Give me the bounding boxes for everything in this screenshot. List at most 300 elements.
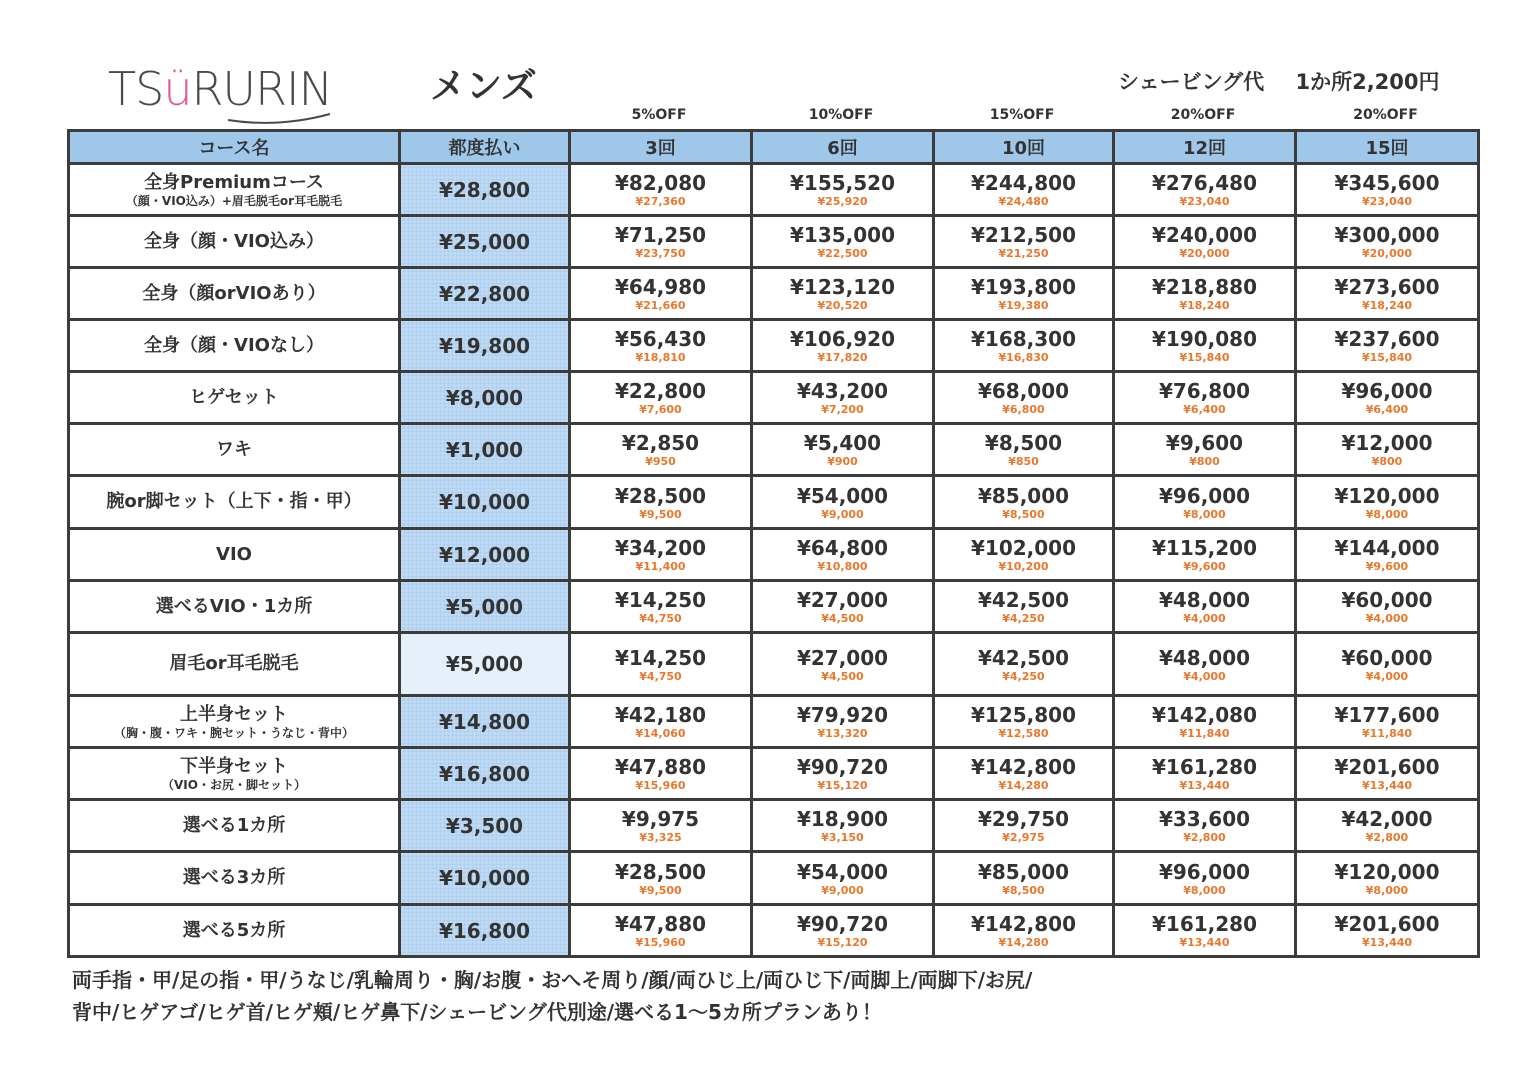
plan-per-visit-price: ¥23,040 xyxy=(1179,195,1230,208)
plan-price-cell xyxy=(752,852,934,905)
course-name-cell xyxy=(69,372,400,424)
plan-total-price: ¥14,250 xyxy=(614,588,707,612)
plan-price-cell xyxy=(1296,164,1479,216)
plan-total-price: ¥5,400 xyxy=(803,431,882,455)
plan-per-visit-price: ¥11,400 xyxy=(635,560,686,573)
plan-price-cell xyxy=(1114,748,1296,800)
plan-price-cell xyxy=(752,320,934,372)
table-row xyxy=(69,633,1479,696)
plan-total-price: ¥42,500 xyxy=(977,588,1070,612)
plan-per-visit-price: ¥7,200 xyxy=(821,403,864,416)
plan-total-price: ¥60,000 xyxy=(1341,588,1433,612)
col-course-name: コース名 xyxy=(69,131,400,164)
plan-price-cell xyxy=(934,800,1114,852)
plan-total-price: ¥76,800 xyxy=(1158,379,1251,403)
col-6-times: 6回 xyxy=(752,131,934,164)
plan-total-price: ¥8,500 xyxy=(984,431,1063,455)
plan-price-cell xyxy=(570,372,752,424)
plan-total-price: ¥34,200 xyxy=(614,536,707,560)
table-row xyxy=(69,476,1479,529)
plan-total-price: ¥90,720 xyxy=(796,755,889,779)
table-row xyxy=(69,852,1479,905)
col-15-times: 15回 xyxy=(1296,131,1479,164)
plan-price-cell xyxy=(570,268,752,320)
course-name-cell xyxy=(69,320,400,372)
page-title: メンズ xyxy=(430,66,537,107)
plan-per-visit-price: ¥4,750 xyxy=(639,612,682,625)
plan-per-visit-price: ¥14,060 xyxy=(635,727,686,740)
plan-total-price: ¥190,080 xyxy=(1151,327,1257,351)
plan-per-visit-price: ¥8,500 xyxy=(1002,507,1045,521)
per-visit-price: ¥12,000 xyxy=(400,529,570,581)
plan-total-price: ¥90,720 xyxy=(796,912,889,936)
plan-per-visit-price: ¥9,600 xyxy=(1365,560,1409,573)
plan-price-cell xyxy=(570,905,752,957)
logo-text: TSüRURIN xyxy=(108,62,333,116)
table-row xyxy=(69,529,1479,581)
plan-total-price: ¥14,250 xyxy=(614,645,707,670)
plan-total-price: ¥68,000 xyxy=(977,379,1070,403)
plan-total-price: ¥142,080 xyxy=(1151,703,1257,727)
plan-per-visit-price: ¥4,750 xyxy=(639,669,682,683)
course-name: 下半身セット xyxy=(180,755,288,777)
plan-price-cell xyxy=(752,696,934,748)
plan-price-cell xyxy=(752,424,934,476)
shaving-price: 1か所2,200円 xyxy=(1295,70,1440,94)
plan-price-cell xyxy=(752,633,934,696)
plan-per-visit-price: ¥8,000 xyxy=(1365,883,1409,897)
plan-per-visit-price: ¥16,830 xyxy=(998,351,1049,364)
plan-price-cell xyxy=(934,424,1114,476)
plan-per-visit-price: ¥11,840 xyxy=(1361,727,1413,740)
plan-total-price: ¥193,800 xyxy=(970,275,1076,299)
per-visit-price: ¥28,800 xyxy=(400,164,570,216)
plan-price-cell xyxy=(752,905,934,957)
course-name-cell xyxy=(69,581,400,633)
plan-price-cell xyxy=(570,164,752,216)
course-name: 全身（顔orVIOあり） xyxy=(142,282,326,304)
plan-price-cell xyxy=(1114,164,1296,216)
col-3-times: 3回 xyxy=(570,131,752,164)
plan-total-price: ¥54,000 xyxy=(796,859,889,884)
plan-total-price: ¥47,880 xyxy=(614,912,707,936)
plan-per-visit-price: ¥17,820 xyxy=(817,351,868,364)
plan-total-price: ¥9,600 xyxy=(1165,431,1244,455)
table-row xyxy=(69,372,1479,424)
plan-total-price: ¥276,480 xyxy=(1151,171,1257,195)
plan-price-cell xyxy=(1296,424,1479,476)
plan-total-price: ¥102,000 xyxy=(970,536,1076,560)
plan-price-cell xyxy=(1296,852,1479,905)
plan-per-visit-price: ¥8,000 xyxy=(1365,507,1409,521)
plan-price-cell xyxy=(752,476,934,529)
plan-per-visit-price: ¥800 xyxy=(1371,455,1403,468)
plan-per-visit-price: ¥10,800 xyxy=(817,560,868,573)
plan-per-visit-price: ¥850 xyxy=(1008,455,1039,468)
plan-price-cell xyxy=(1114,905,1296,957)
plan-per-visit-price: ¥9,500 xyxy=(639,883,682,897)
plan-per-visit-price: ¥4,500 xyxy=(821,669,864,683)
plan-per-visit-price: ¥18,240 xyxy=(1179,299,1230,312)
plan-per-visit-price: ¥950 xyxy=(645,455,676,468)
course-name-cell xyxy=(69,529,400,581)
plan-total-price: ¥96,000 xyxy=(1158,859,1251,884)
plan-per-visit-price: ¥13,440 xyxy=(1361,779,1413,792)
plan-price-cell xyxy=(934,748,1114,800)
plan-per-visit-price: ¥4,000 xyxy=(1365,612,1409,625)
footer-line-1: 両手指・甲/足の指・甲/うなじ/乳輪周り・胸/お腹・おへそ周り/顔/両ひじ上/両ひじ下/両脚上/両脚下/お尻/ xyxy=(72,968,1033,992)
plan-price-cell xyxy=(1296,268,1479,320)
plan-price-cell xyxy=(1296,800,1479,852)
plan-per-visit-price: ¥20,520 xyxy=(817,299,868,312)
plan-total-price: ¥212,500 xyxy=(970,223,1076,247)
table-row xyxy=(69,164,1479,216)
plan-per-visit-price: ¥4,000 xyxy=(1183,669,1226,683)
plan-per-visit-price: ¥25,920 xyxy=(817,195,868,208)
plan-per-visit-price: ¥14,280 xyxy=(998,779,1049,792)
plan-per-visit-price: ¥3,325 xyxy=(639,831,682,844)
plan-price-cell xyxy=(752,216,934,268)
course-name: 眉毛or耳毛脱毛 xyxy=(169,653,299,674)
plan-price-cell xyxy=(570,581,752,633)
per-visit-price: ¥19,800 xyxy=(400,320,570,372)
plan-price-cell xyxy=(570,424,752,476)
plan-total-price: ¥85,000 xyxy=(977,483,1070,508)
plan-per-visit-price: ¥2,800 xyxy=(1183,831,1226,844)
plan-price-cell xyxy=(1296,748,1479,800)
plan-price-cell xyxy=(1114,476,1296,529)
course-name: 選べる3カ所 xyxy=(182,867,286,888)
plan-total-price: ¥144,000 xyxy=(1334,536,1440,560)
plan-per-visit-price: ¥2,800 xyxy=(1365,831,1409,844)
plan-price-cell xyxy=(934,268,1114,320)
course-name-cell xyxy=(69,268,400,320)
plan-total-price: ¥135,000 xyxy=(789,223,895,247)
plan-total-price: ¥115,200 xyxy=(1151,536,1257,560)
plan-total-price: ¥56,430 xyxy=(614,327,707,351)
plan-price-cell xyxy=(752,581,934,633)
per-visit-price: ¥5,000 xyxy=(400,581,570,633)
discount-10: 15%OFF xyxy=(989,107,1055,123)
plan-price-cell xyxy=(570,852,752,905)
plan-total-price: ¥120,000 xyxy=(1334,859,1440,884)
plan-price-cell xyxy=(752,372,934,424)
plan-per-visit-price: ¥2,975 xyxy=(1002,831,1045,844)
plan-total-price: ¥96,000 xyxy=(1341,379,1433,403)
plan-total-price: ¥237,600 xyxy=(1334,327,1440,351)
course-name-cell xyxy=(69,164,400,216)
plan-per-visit-price: ¥8,000 xyxy=(1183,507,1226,521)
plan-total-price: ¥161,280 xyxy=(1151,912,1257,936)
plan-per-visit-price: ¥23,040 xyxy=(1361,195,1413,208)
plan-total-price: ¥201,600 xyxy=(1334,755,1440,779)
plan-per-visit-price: ¥9,000 xyxy=(821,883,864,897)
plan-total-price: ¥48,000 xyxy=(1158,645,1251,670)
plan-price-cell xyxy=(934,320,1114,372)
plan-per-visit-price: ¥9,600 xyxy=(1183,560,1226,573)
plan-per-visit-price: ¥15,840 xyxy=(1361,351,1413,364)
plan-price-cell xyxy=(1296,581,1479,633)
course-name: VIO xyxy=(216,543,252,565)
plan-total-price: ¥9,975 xyxy=(621,807,700,831)
plan-total-price: ¥85,000 xyxy=(977,859,1070,884)
plan-price-cell xyxy=(1114,800,1296,852)
plan-per-visit-price: ¥21,250 xyxy=(998,247,1049,260)
plan-total-price: ¥33,600 xyxy=(1158,807,1251,831)
plan-per-visit-price: ¥15,120 xyxy=(817,936,868,949)
course-name: 腕or脚セット（上下・指・甲） xyxy=(106,491,362,512)
plan-per-visit-price: ¥4,000 xyxy=(1365,669,1409,683)
course-name-cell xyxy=(69,905,400,957)
plan-per-visit-price: ¥12,580 xyxy=(998,727,1049,740)
plan-total-price: ¥168,300 xyxy=(970,327,1076,351)
shaving-fee xyxy=(1118,66,1440,96)
plan-total-price: ¥60,000 xyxy=(1341,645,1433,670)
plan-per-visit-price: ¥4,500 xyxy=(821,612,864,625)
course-name: 全身Premiumコース xyxy=(144,171,324,193)
course-name-cell xyxy=(69,800,400,852)
plan-price-cell xyxy=(1296,633,1479,696)
per-visit-price: ¥16,800 xyxy=(400,748,570,800)
course-name-cell xyxy=(69,216,400,268)
plan-per-visit-price: ¥14,280 xyxy=(998,936,1049,949)
course-name: 全身（顔・VIOなし） xyxy=(144,334,324,356)
plan-per-visit-price: ¥800 xyxy=(1189,455,1220,468)
course-name-cell xyxy=(69,633,400,696)
plan-price-cell xyxy=(1114,633,1296,696)
table-row xyxy=(69,581,1479,633)
plan-total-price: ¥142,800 xyxy=(970,912,1076,936)
course-name: 全身（顔・VIO込み） xyxy=(144,230,324,252)
discount-6: 10%OFF xyxy=(808,107,874,123)
plan-per-visit-price: ¥6,400 xyxy=(1365,403,1409,416)
plan-price-cell xyxy=(1296,696,1479,748)
table-row xyxy=(69,748,1479,800)
per-visit-price: ¥10,000 xyxy=(400,476,570,529)
plan-per-visit-price: ¥15,960 xyxy=(635,779,686,792)
course-name: 選べる5カ所 xyxy=(182,919,286,941)
col-10-times: 10回 xyxy=(934,131,1114,164)
plan-per-visit-price: ¥15,120 xyxy=(817,779,868,792)
table-row xyxy=(69,696,1479,748)
plan-total-price: ¥29,750 xyxy=(977,807,1070,831)
price-table xyxy=(67,129,1480,958)
plan-total-price: ¥42,500 xyxy=(977,645,1070,670)
plan-per-visit-price: ¥24,480 xyxy=(998,195,1049,208)
plan-price-cell xyxy=(1296,216,1479,268)
table-row xyxy=(69,424,1479,476)
plan-price-cell xyxy=(934,633,1114,696)
plan-total-price: ¥82,080 xyxy=(614,171,707,195)
plan-total-price: ¥155,520 xyxy=(789,171,895,195)
plan-price-cell xyxy=(1114,320,1296,372)
plan-price-cell xyxy=(934,852,1114,905)
plan-total-price: ¥300,000 xyxy=(1334,223,1440,247)
table-row xyxy=(69,800,1479,852)
plan-per-visit-price: ¥7,600 xyxy=(639,403,682,416)
plan-per-visit-price: ¥11,840 xyxy=(1179,727,1230,740)
plan-per-visit-price: ¥27,360 xyxy=(635,195,686,208)
discount-3: 5%OFF xyxy=(631,107,687,123)
course-detail: （顔・VIO込み）+眉毛脱毛or耳毛脱毛 xyxy=(125,193,343,208)
plan-total-price: ¥96,000 xyxy=(1158,483,1251,508)
plan-total-price: ¥43,200 xyxy=(796,379,889,403)
plan-price-cell xyxy=(752,800,934,852)
per-visit-price: ¥16,800 xyxy=(400,905,570,957)
plan-price-cell xyxy=(570,476,752,529)
plan-per-visit-price: ¥21,660 xyxy=(635,299,686,312)
plan-total-price: ¥28,500 xyxy=(614,859,707,884)
per-visit-price: ¥1,000 xyxy=(400,424,570,476)
per-visit-price: ¥25,000 xyxy=(400,216,570,268)
plan-total-price: ¥79,920 xyxy=(796,703,889,727)
plan-price-cell xyxy=(752,529,934,581)
plan-per-visit-price: ¥8,500 xyxy=(1002,883,1045,897)
plan-price-cell xyxy=(934,216,1114,268)
plan-total-price: ¥201,600 xyxy=(1334,912,1440,936)
plan-per-visit-price: ¥9,500 xyxy=(639,507,682,521)
course-name-cell xyxy=(69,476,400,529)
plan-per-visit-price: ¥3,150 xyxy=(821,831,864,844)
plan-price-cell xyxy=(1114,696,1296,748)
course-name: 選べるVIO・1カ所 xyxy=(155,595,313,617)
plan-per-visit-price: ¥4,250 xyxy=(1002,669,1045,683)
plan-price-cell xyxy=(570,320,752,372)
plan-price-cell xyxy=(570,633,752,696)
plan-price-cell xyxy=(934,164,1114,216)
plan-total-price: ¥54,000 xyxy=(796,483,889,508)
plan-price-cell xyxy=(1296,372,1479,424)
plan-total-price: ¥125,800 xyxy=(970,703,1076,727)
plan-price-cell xyxy=(1114,581,1296,633)
plan-total-price: ¥48,000 xyxy=(1158,588,1251,612)
footer-line-2: 背中/ヒゲアゴ/ヒゲ首/ヒゲ頬/ヒゲ鼻下/シェービング代別途/選べる1～5カ所プランあり！ xyxy=(72,1000,882,1024)
plan-total-price: ¥120,000 xyxy=(1334,483,1440,508)
plan-total-price: ¥161,280 xyxy=(1151,755,1257,779)
course-name-cell xyxy=(69,424,400,476)
plan-per-visit-price: ¥13,320 xyxy=(817,727,868,740)
plan-price-cell xyxy=(934,372,1114,424)
plan-price-cell xyxy=(1296,320,1479,372)
plan-price-cell xyxy=(570,696,752,748)
plan-per-visit-price: ¥20,000 xyxy=(1179,247,1230,260)
table-row xyxy=(69,905,1479,957)
discount-12: 20%OFF xyxy=(1170,107,1236,123)
plan-total-price: ¥47,880 xyxy=(614,755,707,779)
plan-per-visit-price: ¥13,440 xyxy=(1179,779,1230,792)
plan-price-cell xyxy=(752,748,934,800)
plan-per-visit-price: ¥19,380 xyxy=(998,299,1049,312)
plan-total-price: ¥240,000 xyxy=(1151,223,1257,247)
discount-15: 20%OFF xyxy=(1353,107,1418,123)
plan-total-price: ¥27,000 xyxy=(796,588,889,612)
shaving-label: シェービング代 xyxy=(1118,70,1265,94)
course-detail: （VIO・お尻・脚セット） xyxy=(162,777,306,792)
plan-price-cell xyxy=(934,581,1114,633)
plan-total-price: ¥123,120 xyxy=(789,275,895,299)
plan-price-cell xyxy=(934,696,1114,748)
plan-total-price: ¥177,600 xyxy=(1334,703,1440,727)
plan-total-price: ¥28,500 xyxy=(614,483,707,508)
plan-price-cell xyxy=(1114,529,1296,581)
per-visit-price: ¥14,800 xyxy=(400,696,570,748)
plan-total-price: ¥71,250 xyxy=(614,223,707,247)
plan-price-cell xyxy=(570,800,752,852)
plan-total-price: ¥18,900 xyxy=(796,807,889,831)
plan-price-cell xyxy=(1296,476,1479,529)
table-row xyxy=(69,268,1479,320)
table-body xyxy=(69,164,1479,957)
plan-per-visit-price: ¥10,200 xyxy=(998,560,1049,573)
plan-total-price: ¥273,600 xyxy=(1334,275,1440,299)
plan-per-visit-price: ¥8,000 xyxy=(1183,883,1226,897)
footer-note xyxy=(72,964,1032,1028)
plan-price-cell xyxy=(570,216,752,268)
table-row xyxy=(69,216,1479,268)
plan-total-price: ¥42,000 xyxy=(1341,807,1433,831)
course-name-cell xyxy=(69,696,400,748)
plan-price-cell xyxy=(1296,529,1479,581)
plan-per-visit-price: ¥4,250 xyxy=(1002,612,1045,625)
plan-price-cell xyxy=(934,905,1114,957)
plan-price-cell xyxy=(1114,852,1296,905)
plan-price-cell xyxy=(1114,216,1296,268)
plan-per-visit-price: ¥22,500 xyxy=(817,247,868,260)
plan-total-price: ¥27,000 xyxy=(796,645,889,670)
plan-price-cell xyxy=(1114,424,1296,476)
plan-total-price: ¥42,180 xyxy=(614,703,707,727)
plan-per-visit-price: ¥6,400 xyxy=(1183,403,1226,416)
plan-total-price: ¥12,000 xyxy=(1341,431,1433,455)
per-visit-price: ¥3,500 xyxy=(400,800,570,852)
plan-per-visit-price: ¥15,840 xyxy=(1179,351,1230,364)
brand-logo xyxy=(108,62,338,126)
plan-per-visit-price: ¥13,440 xyxy=(1179,936,1230,949)
plan-price-cell xyxy=(934,529,1114,581)
plan-per-visit-price: ¥18,810 xyxy=(635,351,686,364)
plan-price-cell xyxy=(934,476,1114,529)
plan-total-price: ¥218,880 xyxy=(1151,275,1257,299)
table-header-row xyxy=(69,131,1479,164)
plan-total-price: ¥22,800 xyxy=(614,379,707,403)
plan-total-price: ¥142,800 xyxy=(970,755,1076,779)
plan-price-cell xyxy=(1296,905,1479,957)
plan-total-price: ¥345,600 xyxy=(1334,171,1440,195)
logo-swoosh xyxy=(108,62,338,132)
plan-per-visit-price: ¥15,960 xyxy=(635,936,686,949)
col-per-visit: 都度払い xyxy=(400,131,570,164)
course-name: ヒゲセット xyxy=(189,386,279,408)
plan-total-price: ¥64,980 xyxy=(614,275,707,299)
table-row xyxy=(69,320,1479,372)
plan-per-visit-price: ¥9,000 xyxy=(821,507,864,521)
per-visit-price: ¥10,000 xyxy=(400,852,570,905)
plan-per-visit-price: ¥900 xyxy=(827,455,858,468)
course-name: 選べる1カ所 xyxy=(182,814,286,836)
per-visit-price: ¥8,000 xyxy=(400,372,570,424)
plan-price-cell xyxy=(570,748,752,800)
plan-total-price: ¥244,800 xyxy=(970,171,1076,195)
plan-total-price: ¥64,800 xyxy=(796,536,889,560)
course-name: ワキ xyxy=(216,438,252,460)
plan-per-visit-price: ¥20,000 xyxy=(1361,247,1413,260)
course-detail: （胸・腹・ワキ・腕セット・うなじ・背中） xyxy=(113,725,354,740)
per-visit-price: ¥22,800 xyxy=(400,268,570,320)
plan-total-price: ¥106,920 xyxy=(789,327,895,351)
course-name-cell xyxy=(69,748,400,800)
plan-per-visit-price: ¥6,800 xyxy=(1002,403,1045,416)
plan-price-cell xyxy=(1114,268,1296,320)
